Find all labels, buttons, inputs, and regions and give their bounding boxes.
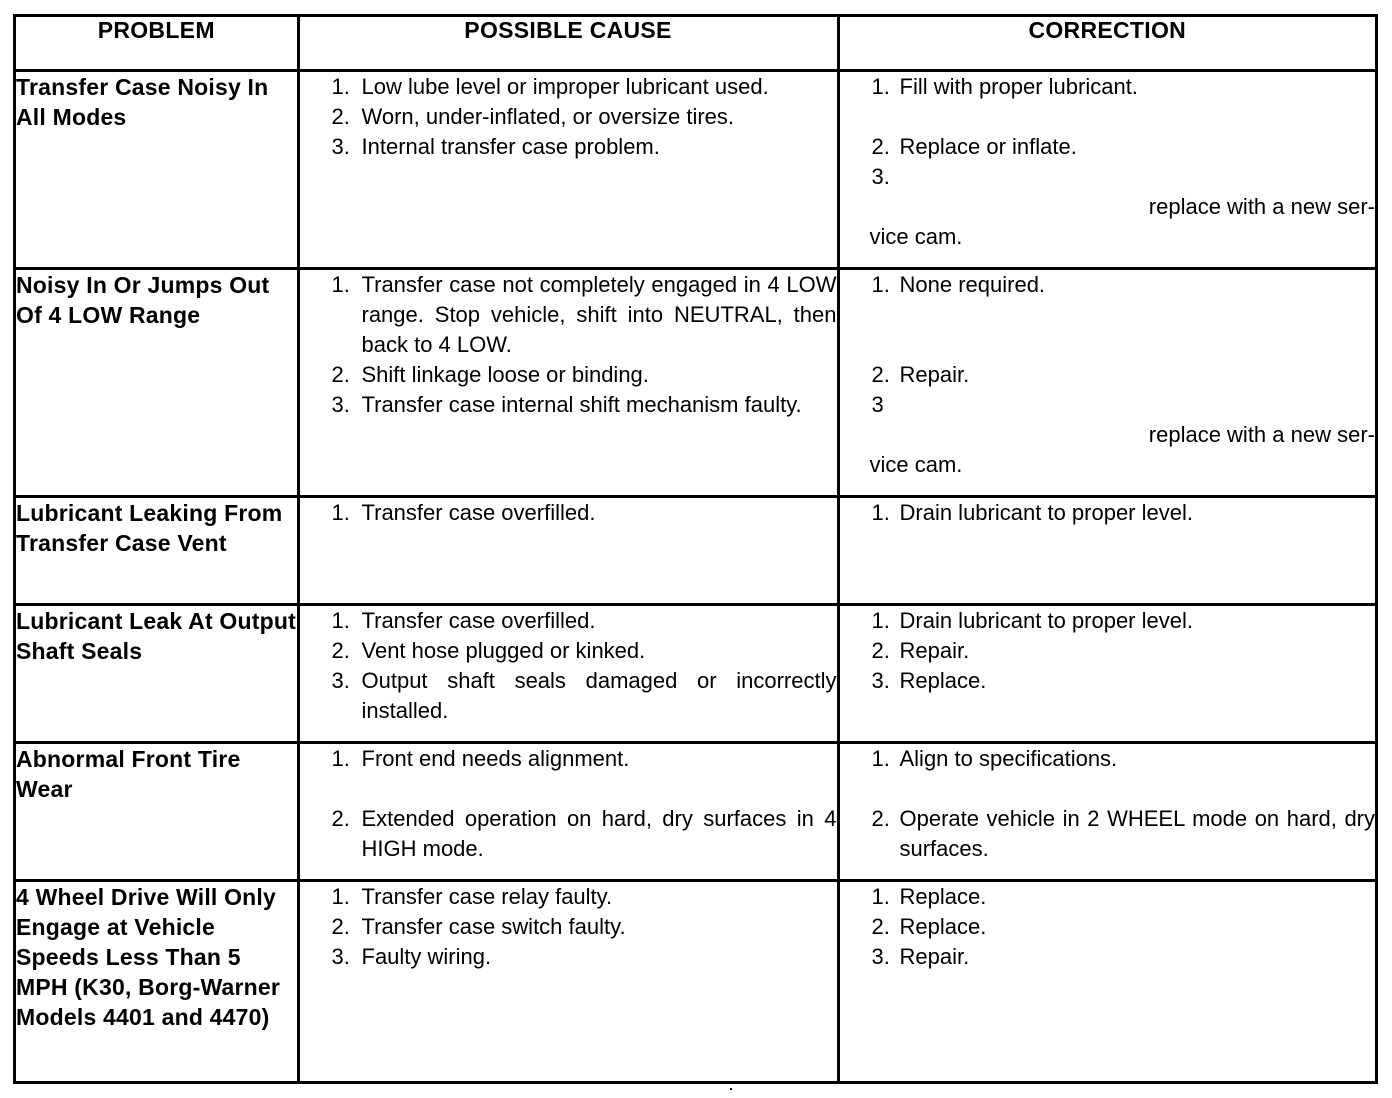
item-number: 2.: [331, 638, 350, 663]
item-text-continued: replace with a new ser-: [1148, 422, 1375, 447]
item-text: Operate vehicle in 2 WHEEL mode on hard, dry surfaces.: [899, 806, 1375, 861]
item-text: Drain lubricant to proper level.: [899, 500, 1193, 525]
list-item: [840, 390, 1376, 480]
item-number: 1.: [331, 74, 350, 99]
list-item: [300, 270, 837, 360]
item-text: Replace or inflate.: [899, 134, 1077, 159]
table-row: [16, 497, 1375, 605]
correction-cell: [838, 881, 1375, 1082]
item-number: 1.: [331, 608, 350, 633]
item-number: 3.: [331, 134, 350, 159]
item-text: Faulty wiring.: [361, 944, 492, 969]
header-problem: PROBLEM: [16, 17, 298, 71]
item-number: 2.: [871, 638, 890, 663]
item-text: Repair.: [899, 638, 970, 663]
list-item: [840, 666, 1376, 696]
list-item: [840, 882, 1376, 912]
list-item: [300, 942, 837, 972]
table-row: [16, 881, 1375, 1082]
item-text: Transfer case switch faulty.: [361, 914, 626, 939]
item-text: Align to specifications.: [899, 746, 1118, 771]
item-text: Replace.: [899, 914, 987, 939]
list-item: [300, 360, 837, 390]
item-number: 1.: [331, 746, 350, 771]
problem-cell: Noisy In Or Jumps Out Of 4 LOW Range: [16, 269, 298, 497]
list-item: [300, 606, 837, 636]
list-item: [840, 606, 1376, 636]
list-item: [840, 636, 1376, 666]
list-item: [300, 804, 837, 864]
item-number: 1.: [871, 884, 890, 909]
list-item: [840, 498, 1376, 528]
item-text-continued: vice cam.: [869, 452, 963, 477]
item-text: Shift linkage loose or binding.: [361, 362, 649, 387]
item-number: 3.: [331, 944, 350, 969]
list-item: [300, 744, 837, 774]
cause-cell: [298, 497, 838, 605]
item-number: 1.: [331, 500, 350, 525]
item-number: 3.: [871, 668, 890, 693]
cause-cell: [298, 269, 838, 497]
item-text: Transfer case not completely engaged in 4 LOW range. Stop vehicle, shift into NEUTRAL, then back to 4 LOW.: [361, 272, 837, 357]
item-number: 3.: [871, 164, 890, 189]
item-number: 2.: [331, 914, 350, 939]
item-number: 2.: [871, 134, 890, 159]
item-text: Fill with proper lubricant.: [899, 74, 1138, 99]
list-item: [840, 744, 1376, 774]
list-item: [300, 498, 837, 528]
item-number: 2.: [331, 806, 350, 831]
item-text: Repair.: [899, 944, 970, 969]
item-text: Output shaft seals damaged or incorrectly installed.: [361, 668, 837, 723]
cause-cell: [298, 881, 838, 1082]
item-text: Internal transfer case problem.: [361, 134, 660, 159]
item-text-continued: vice cam.: [869, 224, 963, 249]
cause-cell: [298, 605, 838, 743]
item-text: Front end needs alignment.: [361, 746, 630, 771]
item-number: 1.: [331, 884, 350, 909]
list-item: [840, 912, 1376, 942]
item-text-continued: replace with a new ser-: [1148, 194, 1375, 219]
item-number: 2.: [871, 806, 890, 831]
item-text: Worn, under-inflated, or oversize tires.: [361, 104, 735, 129]
item-number: 1.: [871, 500, 890, 525]
item-text: Replace.: [899, 668, 987, 693]
list-item: [300, 72, 837, 102]
problem-cell: Lubricant Leak At Output Shaft Seals: [16, 605, 298, 743]
header-possible-cause: POSSIBLE CAUSE: [298, 17, 838, 71]
item-number: 3.: [331, 392, 350, 417]
list-item: [840, 942, 1376, 972]
item-text: Vent hose plugged or kinked.: [361, 638, 646, 663]
list-item: [300, 912, 837, 942]
list-item: [840, 162, 1376, 252]
item-number: 1.: [871, 746, 890, 771]
item-number: 1.: [871, 608, 890, 633]
item-text: Transfer case internal shift mechanism faulty.: [361, 392, 802, 417]
problem-cell: 4 Wheel Drive Will Only Engage at Vehicle Speeds Less Than 5 MPH (K30, Borg-Warner Models 4401 and 4470): [16, 881, 298, 1082]
diagnosis-table: [16, 17, 1375, 1081]
list-item: [840, 270, 1376, 300]
list-item: [300, 882, 837, 912]
diagnosis-table-frame: [13, 14, 1378, 1084]
header-row: [16, 17, 1375, 71]
item-number: 2.: [331, 104, 350, 129]
list-item: [840, 804, 1376, 864]
item-number: 2.: [331, 362, 350, 387]
item-text: Transfer case relay faulty.: [361, 884, 613, 909]
table-row: [16, 269, 1375, 497]
correction-cell: [838, 497, 1375, 605]
item-number: 1.: [871, 74, 890, 99]
item-number: 2.: [871, 914, 890, 939]
item-number: 3.: [871, 944, 890, 969]
table-row: [16, 743, 1375, 881]
list-item: [300, 132, 837, 162]
item-text: Transfer case overfilled.: [361, 500, 596, 525]
item-text: Low lube level or improper lubricant used.: [361, 74, 769, 99]
correction-cell: [838, 743, 1375, 881]
item-text: Replace.: [899, 884, 987, 909]
item-text: Repair.: [899, 362, 970, 387]
list-item: [300, 636, 837, 666]
list-item: [840, 360, 1376, 390]
item-text: Drain lubricant to proper level.: [899, 608, 1193, 633]
correction-cell: [838, 269, 1375, 497]
item-text: None required.: [899, 272, 1046, 297]
table-row: [16, 71, 1375, 269]
header-correction: CORRECTION: [838, 17, 1375, 71]
cause-cell: [298, 71, 838, 269]
item-number: 3.: [331, 668, 350, 693]
list-item: [300, 102, 837, 132]
scan-speck: [730, 1088, 732, 1090]
list-item: [300, 666, 837, 726]
problem-cell: Transfer Case Noisy In All Modes: [16, 71, 298, 269]
item-number: 2.: [871, 362, 890, 387]
table-row: [16, 605, 1375, 743]
item-text: Transfer case overfilled.: [361, 608, 596, 633]
item-number: 1.: [331, 272, 350, 297]
list-item: [840, 132, 1376, 162]
item-number: 1.: [871, 272, 890, 297]
list-item: [300, 390, 837, 420]
problem-cell: Lubricant Leaking From Transfer Case Vent: [16, 497, 298, 605]
item-number: 3: [871, 392, 884, 417]
correction-cell: [838, 71, 1375, 269]
correction-cell: [838, 605, 1375, 743]
item-text: Extended operation on hard, dry surfaces in 4 HIGH mode.: [361, 806, 837, 861]
list-item: [840, 72, 1376, 102]
problem-cell: Abnormal Front Tire Wear: [16, 743, 298, 881]
cause-cell: [298, 743, 838, 881]
